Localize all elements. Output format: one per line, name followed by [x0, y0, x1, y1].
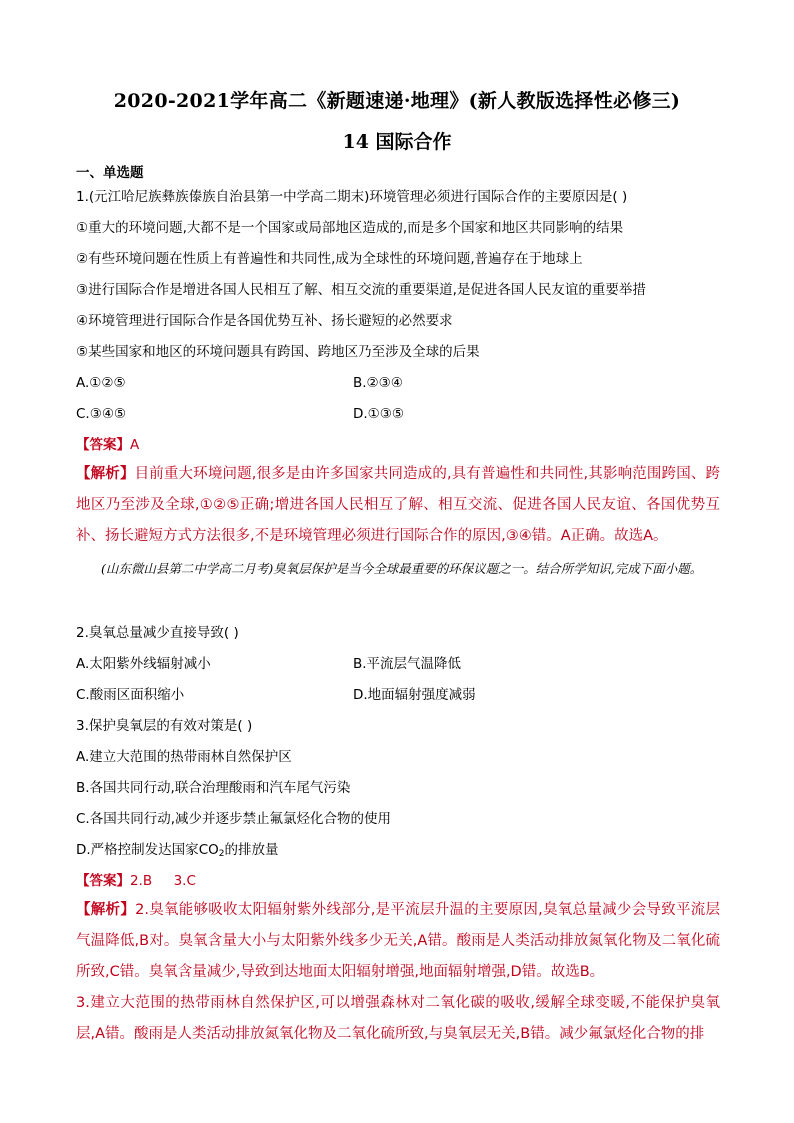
q2-stem: 2.臭氧总量减少直接导致( ) [76, 625, 239, 641]
answer-label: 【答案】 [76, 873, 130, 889]
q1-analysis [76, 459, 720, 552]
document-subtitle: 14 国际合作 [342, 131, 452, 153]
passage-intro: (山东微山县第二中学高二月考)臭氧层保护是当今全球最重要的环保议题之一。结合所学知识,完成下面小题。 [101, 561, 703, 576]
q1-item-4: ④环境管理进行国际合作是各国优势互补、扬长避短的必然要求 [76, 313, 453, 329]
q1-answer [76, 437, 139, 453]
q1-stem: 1.(元江哈尼族彝族傣族自治县第一中学高二期末)环境管理必须进行国际合作的主要原因是( ) [76, 189, 628, 205]
q1-option-c: C.③④⑤ [76, 406, 127, 422]
q1-item-3: ③进行国际合作是增进各国人民相互了解、相互交流的重要渠道,是促进各国人民友谊的重要举措 [76, 282, 646, 298]
answer-label: 【答案】 [76, 437, 130, 453]
q3-option-b: B.各国共同行动,联合治理酸雨和汽车尾气污染 [76, 780, 351, 796]
q1-option-a: A.①②⑤ [76, 375, 126, 391]
co2-subscript: 2 [218, 849, 225, 859]
q1-item-1: ①重大的环境问题,大都不是一个国家或局部地区造成的,而是多个国家和地区共同影响的结果 [76, 220, 624, 236]
q1-option-d: D.①③⑤ [353, 406, 404, 422]
answer-value: 2.B 3.C [130, 873, 196, 889]
q1-item-2: ②有些环境问题在性质上有普遍性和共同性,成为全球性的环境问题,普遍存在于地球上 [76, 251, 583, 267]
q3-option-d-text: D.严格控制发达国家 [76, 842, 199, 858]
q3-stem: 3.保护臭氧层的有效对策是( ) [76, 718, 253, 734]
q3-option-a: A.建立大范围的热带雨林自然保护区 [76, 749, 292, 765]
analysis-text-2: 2.臭氧能够吸收太阳辐射紫外线部分,是平流层升温的主要原因,臭氧总量减少会导致平流层气温降低,B对。臭氧含量大小与太阳紫外线多少无关,A错。酸雨是人类活动排放氮氧化物及二氧化硫所致,C错。臭氧含量减少,导致到达地面太阳辐射增强,地面辐射增强,D错。故选B。 [76, 902, 720, 980]
q2-option-d: D.地面辐射强度减弱 [353, 687, 476, 703]
analysis-2-3 [76, 895, 720, 1050]
section-heading: 一、单选题 [76, 165, 144, 181]
q1-item-5: ⑤某些国家和地区的环境问题具有跨国、跨地区乃至涉及全球的后果 [76, 344, 480, 360]
q2-option-b: B.平流层气温降低 [353, 656, 462, 672]
q2-option-c: C.酸雨区面积缩小 [76, 687, 185, 703]
q2-option-a: A.太阳紫外线辐射减小 [76, 656, 211, 672]
q1-option-b: B.②③④ [353, 375, 403, 391]
answer-value: A [130, 437, 140, 453]
q3-option-d-tail: 的排放量 [224, 842, 279, 858]
document-title: 2020-2021学年高二《新题速递·地理》(新人教版选择性必修三) [113, 90, 681, 112]
q3-option-d [76, 842, 278, 860]
q3-option-c: C.各国共同行动,减少并逐步禁止氟氯烃化合物的使用 [76, 811, 392, 827]
analysis-text: 目前重大环境问题,很多是由许多国家共同造成的,具有普遍性和共同性,其影响范围跨国、跨地区乃至涉及全球,①②⑤正确;增进各国人民相互了解、相互交流、促进各国人民友谊、各国优势互补、扬长避短方式方法很多,不是环境管理必须进行国际合作的原因,③④错。A正确。故选A。 [76, 466, 720, 544]
analysis-text-3: 3.建立大范围的热带雨林自然保护区,可以增强森林对二氧化碳的吸收,缓解全球变暖,不能保护臭氧层,A错。酸雨是人类活动排放氮氧化物及二氧化硫所致,与臭氧层无关,B错。减少氟氯烃化合物的排 [76, 995, 720, 1042]
co2-formula: CO [198, 842, 219, 858]
answers-2-3 [76, 873, 196, 889]
analysis-label: 【解析】 [76, 466, 135, 482]
analysis-label: 【解析】 [76, 902, 136, 918]
